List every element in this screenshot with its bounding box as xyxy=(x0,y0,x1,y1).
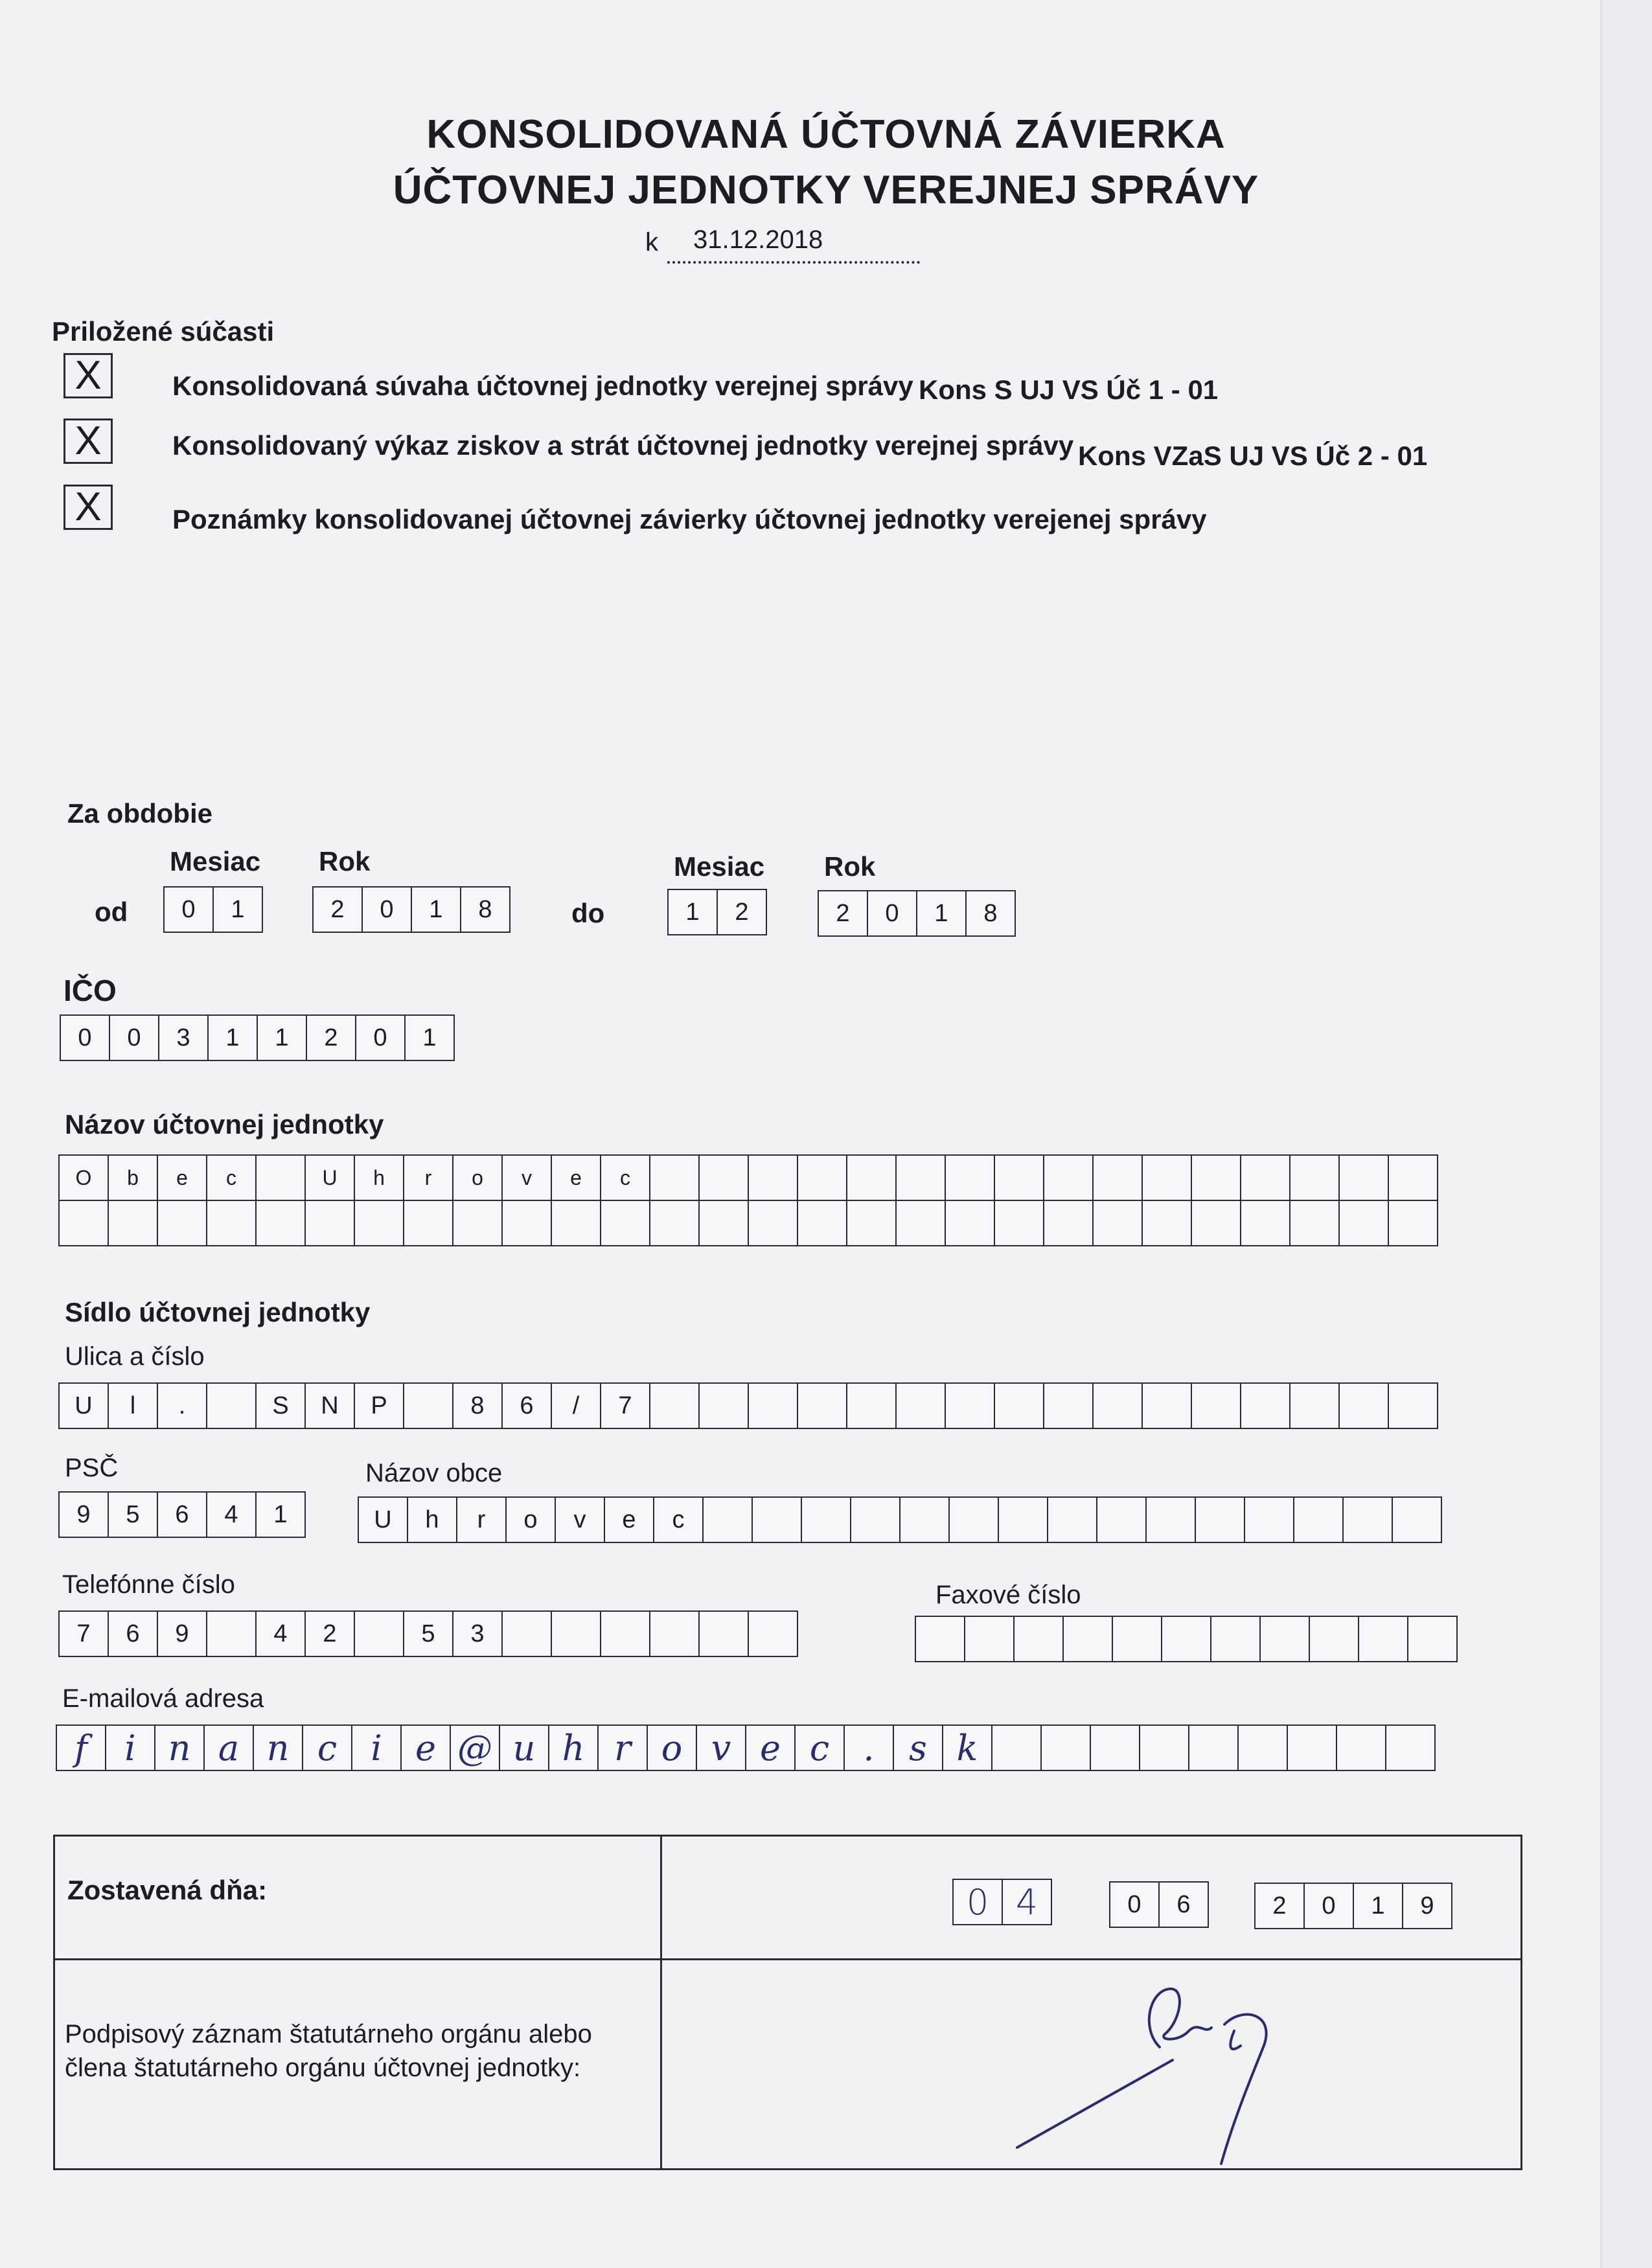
from-month-digit[interactable]: 1 xyxy=(212,886,263,933)
email-char[interactable] xyxy=(1188,1724,1239,1771)
entity-name-char[interactable] xyxy=(846,1154,897,1201)
phone-boxes[interactable] xyxy=(58,1610,798,1657)
ico-digit[interactable]: 0 xyxy=(109,1014,159,1061)
street-char[interactable]: 8 xyxy=(452,1382,503,1429)
entity-name-char[interactable] xyxy=(649,1154,700,1201)
phone-digit[interactable] xyxy=(551,1610,601,1657)
street-label: Ulica a číslo xyxy=(65,1342,205,1371)
city-char[interactable] xyxy=(1244,1496,1294,1543)
entity-name-char[interactable] xyxy=(945,1154,995,1201)
street-char[interactable] xyxy=(1338,1382,1389,1429)
ico-digit[interactable]: 0 xyxy=(60,1014,110,1061)
entity-name-char[interactable] xyxy=(1141,1154,1192,1201)
street-char[interactable] xyxy=(846,1382,897,1429)
ico-digit[interactable]: 0 xyxy=(355,1014,406,1061)
compiled-year-digit[interactable]: 1 xyxy=(1353,1883,1403,1929)
phone-digit[interactable] xyxy=(354,1610,404,1657)
date-prefix: k xyxy=(645,228,658,257)
email-label: E-mailová adresa xyxy=(62,1684,264,1713)
phone-label: Telefónne číslo xyxy=(62,1570,235,1599)
fax-digit[interactable] xyxy=(1062,1616,1113,1662)
email-char[interactable]: . xyxy=(843,1724,894,1771)
email-char[interactable]: c xyxy=(794,1724,845,1771)
fax-label: Faxové číslo xyxy=(935,1581,1081,1609)
psc-digit[interactable]: 4 xyxy=(206,1491,257,1538)
street-char[interactable] xyxy=(994,1382,1044,1429)
entity-name-char[interactable]: e xyxy=(551,1154,601,1201)
street-char[interactable]: / xyxy=(551,1382,601,1429)
entity-name-char[interactable] xyxy=(994,1154,1044,1201)
entity-name-char[interactable] xyxy=(1043,1154,1094,1201)
from-month-label: Mesiac xyxy=(170,846,261,876)
city-char[interactable] xyxy=(1195,1496,1245,1543)
entity-name-char[interactable] xyxy=(354,1200,404,1246)
signature-label-line2: člena štatutárneho orgánu účtovnej jednotky: xyxy=(65,2054,581,2082)
from-label: od xyxy=(95,897,128,927)
email-char[interactable]: h xyxy=(548,1724,599,1771)
street-char[interactable] xyxy=(1141,1382,1192,1429)
email-char[interactable]: a xyxy=(203,1724,254,1771)
city-char[interactable] xyxy=(1145,1496,1196,1543)
city-char[interactable] xyxy=(801,1496,851,1543)
entity-name-char[interactable] xyxy=(895,1200,946,1246)
email-char[interactable]: e xyxy=(745,1724,796,1771)
from-month-digit[interactable]: 0 xyxy=(163,886,214,933)
email-boxes[interactable] xyxy=(56,1724,1436,1771)
entity-name-char[interactable] xyxy=(1338,1200,1389,1246)
city-char[interactable]: r xyxy=(456,1496,507,1543)
entity-name-char[interactable]: e xyxy=(157,1154,207,1201)
street-char[interactable]: U xyxy=(58,1382,109,1429)
ico-digit[interactable]: 1 xyxy=(207,1014,258,1061)
city-char[interactable] xyxy=(1293,1496,1344,1543)
entity-name-char[interactable] xyxy=(1289,1154,1340,1201)
city-char[interactable] xyxy=(1096,1496,1147,1543)
attachment-checkbox-1[interactable]: X xyxy=(63,353,113,398)
street-char[interactable] xyxy=(748,1382,798,1429)
city-char[interactable]: e xyxy=(604,1496,654,1543)
entity-name-char[interactable] xyxy=(501,1200,552,1246)
email-char[interactable]: n xyxy=(253,1724,303,1771)
to-month-boxes[interactable] xyxy=(667,889,767,935)
email-char[interactable]: r xyxy=(597,1724,648,1771)
from-year-digit[interactable]: 1 xyxy=(411,886,461,933)
compiled-year-digit[interactable]: 0 xyxy=(1303,1883,1354,1929)
email-char[interactable] xyxy=(1040,1724,1091,1771)
city-char[interactable] xyxy=(998,1496,1048,1543)
phone-digit[interactable]: 6 xyxy=(108,1610,158,1657)
entity-name-char[interactable] xyxy=(698,1154,749,1201)
entity-name-char[interactable] xyxy=(206,1200,257,1246)
entity-name-char[interactable] xyxy=(994,1200,1044,1246)
period-heading: Za obdobie xyxy=(67,798,212,829)
street-char[interactable] xyxy=(1289,1382,1340,1429)
ico-label: IČO xyxy=(63,974,117,1007)
fax-digit[interactable] xyxy=(1210,1616,1261,1662)
psc-digit[interactable]: 9 xyxy=(58,1491,109,1538)
entity-name-char[interactable] xyxy=(1388,1200,1438,1246)
entity-name-char[interactable] xyxy=(895,1154,946,1201)
attachment-label-1: Konsolidovaná súvaha účtovnej jednotky verejnej správy xyxy=(172,371,913,401)
fax-digit[interactable] xyxy=(915,1616,965,1662)
entity-name-char[interactable] xyxy=(1338,1154,1389,1201)
report-date: 31.12.2018 xyxy=(693,225,823,254)
entity-name-char[interactable]: U xyxy=(304,1154,355,1201)
phone-digit[interactable]: 2 xyxy=(304,1610,355,1657)
entity-name-char[interactable] xyxy=(304,1200,355,1246)
entity-name-char[interactable] xyxy=(1240,1200,1291,1246)
to-year-digit[interactable]: 1 xyxy=(916,890,967,937)
street-char[interactable] xyxy=(1043,1382,1094,1429)
street-char[interactable] xyxy=(1388,1382,1438,1429)
to-month-digit[interactable]: 2 xyxy=(717,889,767,935)
street-char[interactable] xyxy=(206,1382,257,1429)
entity-name-row-2[interactable] xyxy=(58,1200,1438,1246)
footer-divider-vertical xyxy=(660,1837,662,2168)
from-year-label: Rok xyxy=(319,846,371,876)
entity-name-char[interactable] xyxy=(748,1200,798,1246)
entity-name-char[interactable] xyxy=(403,1200,453,1246)
email-char[interactable]: @ xyxy=(450,1724,500,1771)
phone-digit[interactable]: 4 xyxy=(255,1610,306,1657)
from-month-boxes[interactable] xyxy=(163,886,263,933)
compiled-date-label: Zostavená dňa: xyxy=(67,1875,268,1905)
fax-boxes[interactable] xyxy=(915,1616,1458,1662)
city-label: Názov obce xyxy=(365,1459,503,1487)
attachment-code-1: Kons S UJ VS Úč 1 - 01 xyxy=(919,374,1219,405)
to-year-digit[interactable]: 0 xyxy=(867,890,917,937)
street-char[interactable] xyxy=(403,1382,453,1429)
entity-name-char[interactable] xyxy=(1092,1154,1143,1201)
email-char[interactable] xyxy=(1090,1724,1140,1771)
street-char[interactable] xyxy=(1092,1382,1143,1429)
entity-name-char[interactable] xyxy=(551,1200,601,1246)
phone-digit[interactable] xyxy=(600,1610,650,1657)
attachment-code-2: Kons VZaS UJ VS Úč 2 - 01 xyxy=(1078,441,1428,471)
psc-digit[interactable]: 5 xyxy=(108,1491,158,1538)
street-char[interactable] xyxy=(797,1382,847,1429)
city-char[interactable]: v xyxy=(555,1496,605,1543)
attachment-checkbox-3[interactable]: X xyxy=(63,485,113,530)
entity-name-char[interactable] xyxy=(1191,1200,1241,1246)
entity-name-char[interactable]: h xyxy=(354,1154,404,1201)
compiled-month-boxes[interactable] xyxy=(1109,1881,1209,1928)
entity-name-char[interactable] xyxy=(698,1200,749,1246)
phone-digit[interactable]: 7 xyxy=(58,1610,109,1657)
page-edge xyxy=(1600,0,1652,2268)
entity-name-char[interactable] xyxy=(797,1200,847,1246)
street-char[interactable]: N xyxy=(304,1382,355,1429)
signature-label-line1: Podpisový záznam štatutárneho orgánu alebo xyxy=(65,2020,592,2048)
compiled-month-digit[interactable]: 0 xyxy=(1109,1881,1160,1928)
phone-digit[interactable] xyxy=(698,1610,749,1657)
entity-name-char[interactable] xyxy=(58,1200,109,1246)
compiled-day-digit[interactable]: 0 xyxy=(952,1879,1003,1925)
entity-name-char[interactable]: c xyxy=(206,1154,257,1201)
street-boxes[interactable] xyxy=(58,1382,1438,1429)
compiled-year-boxes[interactable] xyxy=(1254,1883,1452,1929)
entity-name-char[interactable] xyxy=(255,1154,306,1201)
entity-name-char[interactable] xyxy=(1043,1200,1094,1246)
fax-digit[interactable] xyxy=(1161,1616,1211,1662)
email-char[interactable]: v xyxy=(696,1724,746,1771)
email-char[interactable]: u xyxy=(499,1724,549,1771)
entity-name-char[interactable] xyxy=(649,1200,700,1246)
to-year-digit[interactable]: 8 xyxy=(965,890,1016,937)
attachment-label-3: Poznámky konsolidovanej účtovnej závierky účtovnej jednotky verejenej správy xyxy=(172,504,1207,534)
attachment-label-2: Konsolidovaný výkaz ziskov a strát účtovnej jednotky verejnej správy xyxy=(172,430,1074,461)
phone-digit[interactable] xyxy=(206,1610,257,1657)
city-char[interactable]: c xyxy=(653,1496,704,1543)
street-char[interactable]: . xyxy=(157,1382,207,1429)
city-char[interactable] xyxy=(1342,1496,1393,1543)
entity-name-char[interactable]: v xyxy=(501,1154,552,1201)
compiled-month-digit[interactable]: 6 xyxy=(1158,1881,1209,1928)
street-char[interactable] xyxy=(895,1382,946,1429)
email-char[interactable] xyxy=(991,1724,1042,1771)
street-char[interactable]: l xyxy=(108,1382,158,1429)
fax-digit[interactable] xyxy=(1112,1616,1162,1662)
entity-name-char[interactable] xyxy=(1240,1154,1291,1201)
entity-name-char[interactable] xyxy=(1141,1200,1192,1246)
footer-divider-horizontal xyxy=(55,1958,1520,1960)
street-char[interactable]: S xyxy=(255,1382,306,1429)
entity-name-char[interactable] xyxy=(1191,1154,1241,1201)
ico-digit[interactable]: 1 xyxy=(404,1014,455,1061)
from-year-boxes[interactable] xyxy=(312,886,511,933)
street-char[interactable]: 7 xyxy=(600,1382,650,1429)
city-char[interactable] xyxy=(948,1496,999,1543)
phone-digit[interactable]: 9 xyxy=(157,1610,207,1657)
entity-name-char[interactable] xyxy=(1388,1154,1438,1201)
to-year-digit[interactable]: 2 xyxy=(818,890,868,937)
address-heading: Sídlo účtovnej jednotky xyxy=(65,1297,371,1327)
fax-digit[interactable] xyxy=(1358,1616,1408,1662)
entity-name-char[interactable] xyxy=(945,1200,995,1246)
entity-name-char[interactable] xyxy=(157,1200,207,1246)
city-char[interactable]: o xyxy=(505,1496,556,1543)
compiled-year-digit[interactable]: 9 xyxy=(1402,1883,1452,1929)
form-title-line1: KONSOLIDOVANÁ ÚČTOVNÁ ZÁVIERKA xyxy=(426,112,1226,157)
street-char[interactable] xyxy=(698,1382,749,1429)
street-char[interactable]: 6 xyxy=(501,1382,552,1429)
street-char[interactable] xyxy=(1191,1382,1241,1429)
email-char[interactable]: s xyxy=(893,1724,943,1771)
compiled-day-digit[interactable]: 4 xyxy=(1002,1879,1052,1925)
street-char[interactable] xyxy=(649,1382,700,1429)
city-char[interactable]: h xyxy=(407,1496,457,1543)
email-char[interactable]: i xyxy=(351,1724,402,1771)
attachments-heading: Priložené súčasti xyxy=(52,316,275,347)
email-char[interactable] xyxy=(1139,1724,1189,1771)
entity-name-char[interactable]: r xyxy=(403,1154,453,1201)
psc-digit[interactable]: 1 xyxy=(255,1491,306,1538)
entity-name-char[interactable] xyxy=(600,1200,650,1246)
entity-name-char[interactable] xyxy=(846,1200,897,1246)
handwritten-signature xyxy=(1011,1969,1309,2177)
phone-digit[interactable]: 3 xyxy=(452,1610,503,1657)
city-char[interactable] xyxy=(1392,1496,1442,1543)
city-char[interactable] xyxy=(899,1496,950,1543)
email-char[interactable]: n xyxy=(154,1724,205,1771)
email-char[interactable]: e xyxy=(400,1724,451,1771)
entity-name-row-1[interactable] xyxy=(58,1154,1438,1201)
entity-name-char[interactable] xyxy=(1092,1200,1143,1246)
street-char[interactable] xyxy=(1240,1382,1291,1429)
city-char[interactable] xyxy=(702,1496,753,1543)
entity-name-char[interactable]: o xyxy=(452,1154,503,1201)
ico-digit[interactable]: 2 xyxy=(306,1014,356,1061)
city-boxes[interactable] xyxy=(358,1496,1442,1543)
attachment-checkbox-2[interactable]: X xyxy=(63,418,113,464)
entity-name-char[interactable]: c xyxy=(600,1154,650,1201)
from-year-digit[interactable]: 8 xyxy=(460,886,511,933)
psc-digit[interactable]: 6 xyxy=(157,1491,207,1538)
compiled-year-digit[interactable]: 2 xyxy=(1254,1883,1305,1929)
psc-label: PSČ xyxy=(65,1454,119,1482)
form-title-line2: ÚČTOVNEJ JEDNOTKY VEREJNEJ SPRÁVY xyxy=(393,168,1259,212)
city-char[interactable]: U xyxy=(358,1496,408,1543)
email-char[interactable]: f xyxy=(56,1724,106,1771)
street-char[interactable] xyxy=(945,1382,995,1429)
phone-digit[interactable] xyxy=(501,1610,552,1657)
email-char[interactable] xyxy=(1287,1724,1337,1771)
entity-name-char[interactable]: b xyxy=(108,1154,158,1201)
city-char[interactable] xyxy=(1047,1496,1097,1543)
fax-digit[interactable] xyxy=(1407,1616,1458,1662)
phone-digit[interactable]: 5 xyxy=(403,1610,453,1657)
ico-boxes[interactable] xyxy=(60,1014,455,1061)
fax-digit[interactable] xyxy=(1013,1616,1064,1662)
to-month-label: Mesiac xyxy=(674,851,765,882)
psc-boxes[interactable] xyxy=(58,1491,306,1538)
entity-name-char[interactable] xyxy=(452,1200,503,1246)
phone-digit[interactable] xyxy=(748,1610,798,1657)
to-month-digit[interactable]: 1 xyxy=(667,889,718,935)
email-char[interactable] xyxy=(1385,1724,1436,1771)
fax-digit[interactable] xyxy=(1259,1616,1310,1662)
from-year-digit[interactable]: 2 xyxy=(312,886,363,933)
from-year-digit[interactable]: 0 xyxy=(361,886,412,933)
email-char[interactable]: i xyxy=(105,1724,155,1771)
email-char[interactable] xyxy=(1336,1724,1386,1771)
entity-name-char[interactable] xyxy=(1289,1200,1340,1246)
entity-name-char[interactable] xyxy=(108,1200,158,1246)
email-char[interactable]: k xyxy=(942,1724,992,1771)
entity-name-char[interactable]: O xyxy=(58,1154,109,1201)
entity-name-char[interactable] xyxy=(748,1154,798,1201)
compiled-day-boxes[interactable] xyxy=(952,1879,1052,1925)
to-label: do xyxy=(571,898,605,928)
email-char[interactable]: c xyxy=(302,1724,352,1771)
ico-digit[interactable]: 3 xyxy=(158,1014,209,1061)
city-char[interactable] xyxy=(751,1496,802,1543)
entity-name-char[interactable] xyxy=(797,1154,847,1201)
street-char[interactable]: P xyxy=(354,1382,404,1429)
entity-name-char[interactable] xyxy=(255,1200,306,1246)
city-char[interactable] xyxy=(850,1496,901,1543)
fax-digit[interactable] xyxy=(964,1616,1015,1662)
ico-digit[interactable]: 1 xyxy=(257,1014,307,1061)
to-year-label: Rok xyxy=(824,851,876,882)
to-year-boxes[interactable] xyxy=(818,890,1016,937)
email-char[interactable]: o xyxy=(647,1724,697,1771)
phone-digit[interactable] xyxy=(649,1610,700,1657)
email-char[interactable] xyxy=(1237,1724,1288,1771)
entity-name-label: Názov účtovnej jednotky xyxy=(65,1109,384,1140)
fax-digit[interactable] xyxy=(1309,1616,1359,1662)
